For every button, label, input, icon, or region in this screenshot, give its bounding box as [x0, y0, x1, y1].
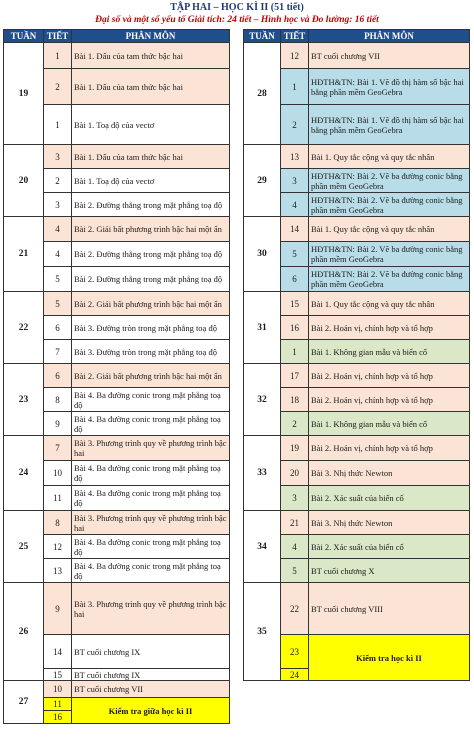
subject-cell: Bài 1. Dấu của tam thức bậc hai [72, 69, 230, 105]
period-cell: 20 [281, 461, 309, 486]
period-cell: 5 [281, 242, 309, 267]
period-cell: 2 [281, 105, 309, 145]
schedule-table-right [243, 29, 470, 681]
subject-cell: HĐTH&TN: Bài 2. Vẽ ba đường conic bằng phần mềm GeoGebra [309, 242, 470, 267]
subject-cell: HĐTH&TN: Bài 1. Vẽ đồ thị hàm số bậc hai bằng phần mềm GeoGebra [309, 69, 470, 105]
subject-cell: BT cuối chương VII [72, 681, 230, 698]
period-cell: 4 [44, 242, 72, 267]
table-row [4, 511, 230, 535]
table-row [4, 145, 230, 169]
period-cell: 24 [281, 669, 309, 681]
period-cell: 15 [44, 669, 72, 681]
subject-cell: Bài 1. Quy tắc cộng và quy tắc nhân [309, 145, 470, 169]
period-cell: 12 [44, 535, 72, 559]
week-cell: 26 [4, 583, 44, 681]
page-subtitle: Đại số và một số yếu tố Giải tích: 24 tiết – Hình học và Đo lường: 16 tiết [95, 15, 379, 25]
subject-cell: BT cuối chương IX [72, 669, 230, 681]
period-cell: 7 [44, 340, 72, 364]
subject-cell: Bài 3. Đường tròn trong mặt phẳng toạ độ [72, 340, 230, 364]
subject-cell: HĐTH&TN: Bài 2. Vẽ ba đường conic bằng phần mềm GeoGebra [309, 193, 470, 217]
subject-cell: Bài 4. Ba đường conic trong mặt phẳng toạ độ [72, 388, 230, 412]
column-header-period: TIẾT [281, 30, 309, 43]
subject-cell: Kiểm tra học kì II [309, 635, 470, 681]
table-row [244, 583, 470, 635]
week-cell: 27 [4, 681, 44, 724]
subject-cell: HĐTH&TN: Bài 1. Vẽ đồ thị hàm số bậc hai bằng phần mềm GeoGebra [309, 105, 470, 145]
subject-cell: Bài 1. Quy tắc cộng và quy tắc nhân [309, 292, 470, 316]
subject-cell: Bài 1. Dấu của tam thức bậc hai [72, 43, 230, 69]
table-row [244, 511, 470, 535]
period-cell: 22 [281, 583, 309, 635]
page-header [0, 2, 474, 27]
week-cell: 23 [4, 364, 44, 436]
subject-cell: Bài 1. Không gian mẫu và biến cố [309, 412, 470, 436]
schedule-table-left [3, 29, 230, 724]
subject-cell: Bài 2. Đường thẳng trong mặt phẳng toạ độ [72, 242, 230, 267]
period-cell: 1 [281, 69, 309, 105]
subject-cell: Bài 2. Hoán vị, chỉnh hợp và tổ hợp [309, 388, 470, 412]
period-cell: 13 [281, 145, 309, 169]
subject-cell: Bài 4. Ba đường conic trong mặt phẳng toạ độ [72, 535, 230, 559]
period-cell: 11 [44, 486, 72, 511]
subject-cell: Bài 1. Dấu của tam thức bậc hai [72, 145, 230, 169]
week-cell: 20 [4, 145, 44, 217]
table-header-left [4, 30, 230, 43]
period-cell: 8 [44, 388, 72, 412]
table-row [4, 436, 230, 461]
subject-cell: Bài 2. Đường thẳng trong mặt phẳng toạ độ [72, 193, 230, 217]
period-cell: 10 [44, 461, 72, 486]
table-row [244, 436, 470, 461]
table-row [244, 364, 470, 388]
subject-cell: Bài 3. Nhị thức Newton [309, 461, 470, 486]
period-cell: 16 [44, 711, 72, 724]
table-row [244, 43, 470, 69]
week-cell: 34 [244, 511, 281, 583]
subject-cell: Bài 4. Ba đường conic trong mặt phẳng toạ độ [72, 461, 230, 486]
subject-cell: Kiểm tra giữa học kì II [72, 698, 230, 724]
period-cell: 11 [44, 698, 72, 711]
table-row [4, 364, 230, 388]
week-cell: 31 [244, 292, 281, 364]
week-cell: 30 [244, 217, 281, 292]
subject-cell: Bài 2. Giải bất phương trình bậc hai một ẩn [72, 292, 230, 316]
period-cell: 4 [281, 193, 309, 217]
column-header-week: TUẦN [244, 30, 281, 43]
table-row [4, 583, 230, 635]
table-row [244, 145, 470, 169]
period-cell: 5 [44, 267, 72, 292]
period-cell: 3 [281, 486, 309, 511]
subject-cell: HĐTH&TN: Bài 2. Vẽ ba đường conic bằng phần mềm GeoGebra [309, 267, 470, 292]
period-cell: 4 [44, 217, 72, 242]
week-cell: 35 [244, 583, 281, 681]
week-cell: 33 [244, 436, 281, 511]
period-cell: 3 [281, 169, 309, 193]
period-cell: 9 [44, 412, 72, 436]
subject-cell: Bài 1. Toạ độ của vectơ [72, 169, 230, 193]
period-cell: 8 [44, 511, 72, 535]
table-row [4, 681, 230, 698]
period-cell: 6 [44, 364, 72, 388]
subject-cell: Bài 2. Xác suất của biến cố [309, 535, 470, 559]
period-cell: 5 [281, 559, 309, 583]
table-row [4, 292, 230, 316]
subject-cell: Bài 2. Giải bất phương trình bậc hai một ẩn [72, 217, 230, 242]
week-cell: 28 [244, 43, 281, 145]
column-header-subject: PHÂN MÔN [309, 30, 470, 43]
period-cell: 1 [281, 340, 309, 364]
subject-cell: Bài 2. Đường thẳng trong mặt phẳng toạ độ [72, 267, 230, 292]
subject-cell: Bài 3. Phương trình quy về phương trình bậc hai [72, 436, 230, 461]
subject-cell: Bài 1. Không gian mẫu và biến cố [309, 340, 470, 364]
week-cell: 19 [4, 43, 44, 145]
period-cell: 5 [44, 292, 72, 316]
period-cell: 9 [44, 583, 72, 635]
period-cell: 23 [281, 635, 309, 669]
subject-cell: HĐTH&TN: Bài 2. Vẽ ba đường conic bằng phần mềm GeoGebra [309, 169, 470, 193]
table-row [4, 43, 230, 69]
subject-cell: Bài 2. Hoán vị, chỉnh hợp và tổ hợp [309, 364, 470, 388]
period-cell: 6 [44, 316, 72, 340]
week-cell: 21 [4, 217, 44, 292]
period-cell: 4 [281, 535, 309, 559]
column-header-subject: PHÂN MÔN [72, 30, 230, 43]
period-cell: 1 [44, 43, 72, 69]
subject-cell: BT cuối chương VII [309, 43, 470, 69]
week-cell: 32 [244, 364, 281, 436]
column-header-week: TUẦN [4, 30, 44, 43]
period-cell: 16 [281, 316, 309, 340]
subject-cell: Bài 3. Đường tròn trong mặt phẳng toạ độ [72, 316, 230, 340]
week-cell: 25 [4, 511, 44, 583]
subject-cell: Bài 1. Quy tắc cộng và quy tắc nhân [309, 217, 470, 242]
page-title: TẬP HAI – HỌC KÌ II (51 tiết) [170, 2, 304, 13]
period-cell: 21 [281, 511, 309, 535]
table-row [4, 217, 230, 242]
period-cell: 2 [44, 169, 72, 193]
period-cell: 19 [281, 436, 309, 461]
period-cell: 15 [281, 292, 309, 316]
subject-cell: BT cuối chương IX [72, 635, 230, 669]
week-cell: 29 [244, 145, 281, 217]
table-header-right [244, 30, 470, 43]
column-header-period: TIẾT [44, 30, 72, 43]
period-cell: 17 [281, 364, 309, 388]
subject-cell: Bài 3. Phương trình quy về phương trình bậc hai [72, 583, 230, 635]
subject-cell: Bài 4. Ba đường conic trong mặt phẳng toạ độ [72, 412, 230, 436]
period-cell: 14 [44, 635, 72, 669]
week-cell: 24 [4, 436, 44, 511]
subject-cell: Bài 3. Phương trình quy về phương trình bậc hai [72, 511, 230, 535]
subject-cell: Bài 4. Ba đường conic trong mặt phẳng toạ độ [72, 559, 230, 583]
subject-cell: Bài 3. Nhị thức Newton [309, 511, 470, 535]
period-cell: 3 [44, 145, 72, 169]
period-cell: 2 [44, 69, 72, 105]
subject-cell: BT cuối chương X [309, 559, 470, 583]
period-cell: 2 [281, 412, 309, 436]
subject-cell: Bài 4. Ba đường conic trong mặt phẳng toạ độ [72, 486, 230, 511]
period-cell: 3 [44, 193, 72, 217]
period-cell: 18 [281, 388, 309, 412]
subject-cell: Bài 2. Xác suất của biến cố [309, 486, 470, 511]
period-cell: 12 [281, 43, 309, 69]
week-cell: 22 [4, 292, 44, 364]
table-row [244, 217, 470, 242]
period-cell: 1 [44, 105, 72, 145]
subject-cell: Bài 2. Hoán vị, chỉnh hợp và tổ hợp [309, 436, 470, 461]
subject-cell: Bài 2. Hoán vị, chỉnh hợp và tổ hợp [309, 316, 470, 340]
period-cell: 6 [281, 267, 309, 292]
period-cell: 14 [281, 217, 309, 242]
period-cell: 10 [44, 681, 72, 698]
period-cell: 13 [44, 559, 72, 583]
table-row [244, 292, 470, 316]
subject-cell: BT cuối chương VIII [309, 583, 470, 635]
period-cell: 7 [44, 436, 72, 461]
subject-cell: Bài 1. Toạ độ của vectơ [72, 105, 230, 145]
subject-cell: Bài 2. Giải bất phương trình bậc hai một ẩn [72, 364, 230, 388]
